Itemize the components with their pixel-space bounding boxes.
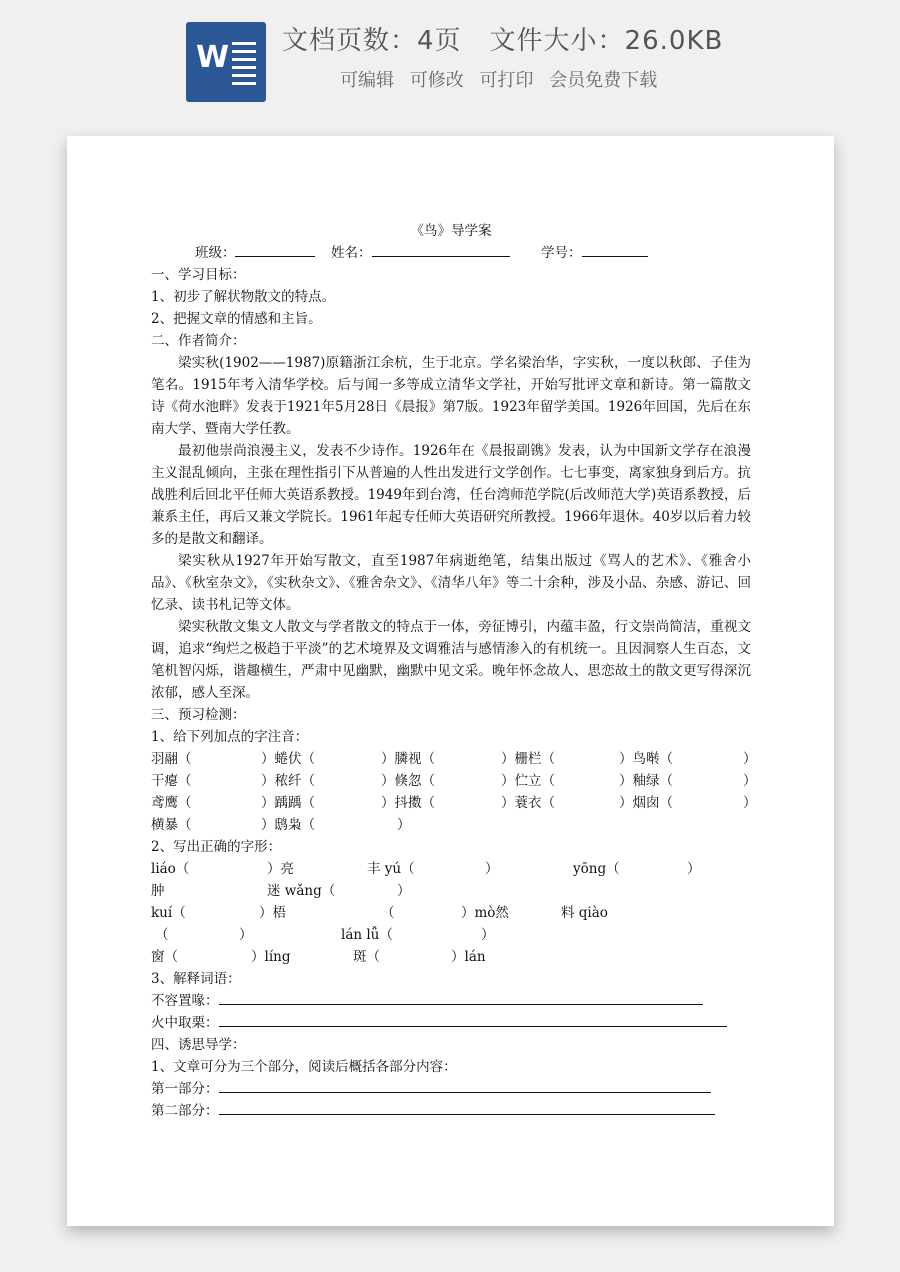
zixing-row: kuí（ ）梧 （ ）mò然 料 qiào bbox=[151, 905, 608, 921]
answer-blank[interactable] bbox=[219, 990, 703, 1005]
class-blank[interactable] bbox=[235, 242, 315, 257]
section-heading: 一、学习目标： bbox=[151, 267, 246, 283]
zixing-row: 窗（ ）líng 斑（ ）lán bbox=[151, 949, 486, 965]
bio-paragraph: 梁实秋(1902——1987)原籍浙江余杭，生于北京。学名梁治华，字实秋，一度以秋郎、子佳为笔名。1915年考入清华学校。后与闻一多等成立清华文学社，开始写批评文章和新诗。第一篇散文诗《荷水池畔》发表于1921年5月28日《晨报》第7版。1923年留学美国。1926年回国，先后在东南大学、暨南大学任教。 bbox=[151, 355, 751, 437]
document-body bbox=[151, 220, 757, 1122]
answer-blank[interactable] bbox=[219, 1012, 727, 1027]
document-page bbox=[67, 136, 834, 1226]
word-doc-icon: W bbox=[186, 22, 266, 102]
feature-editable: 可编辑 bbox=[340, 70, 394, 91]
section-heading: 四、诱思导学： bbox=[151, 1037, 246, 1053]
term-row: 火中取栗： bbox=[151, 1012, 751, 1034]
zixing-row: （ ） lán lǚ（ ） bbox=[155, 927, 495, 943]
name-label: 姓名： bbox=[331, 245, 372, 261]
feature-list bbox=[340, 66, 667, 92]
pinyin-row: 鸢鹰（ ）踽踽（ ）抖擞（ ）蓑衣（ ）烟囱（ ） bbox=[151, 795, 757, 811]
class-label: 班级： bbox=[195, 245, 236, 261]
promo-banner bbox=[0, 0, 900, 130]
pinyin-row: 羽翮（ ）蜷伏（ ）膦视（ ）栅栏（ ）鸟啭（ ） bbox=[151, 751, 757, 767]
objective-item: 1、初步了解状物散文的特点。 bbox=[151, 289, 336, 305]
answer-blank[interactable] bbox=[219, 1100, 715, 1115]
question-heading: 1、给下列加点的字注音： bbox=[151, 729, 309, 745]
feature-modifiable: 可修改 bbox=[409, 70, 464, 91]
feature-printable: 可打印 bbox=[479, 70, 534, 91]
feature-free-download: 会员免费下载 bbox=[549, 70, 658, 91]
page-count: 文档页数：4页 bbox=[282, 26, 462, 56]
doc-title: 《鸟》导学案 bbox=[410, 223, 492, 239]
question-heading: 2、写出正确的字形： bbox=[151, 839, 282, 855]
question-heading: 1、文章可分为三个部分，阅读后概括各部分内容： bbox=[151, 1059, 457, 1075]
zixing-row: liáo（ ）亮 丰 yú（ ） yōng（ ） bbox=[151, 861, 701, 877]
part-row: 第二部分： bbox=[151, 1100, 751, 1122]
part-row: 第一部分： bbox=[151, 1078, 751, 1100]
doc-info bbox=[282, 20, 782, 57]
id-blank[interactable] bbox=[582, 242, 648, 257]
bio-paragraph: 最初他崇尚浪漫主义，发表不少诗作。1926年在《晨报副镌》发表，认为中国新文学存在浪漫主义混乱倾向，主张在理性指引下从普遍的人性出发进行文学创作。七七事变，离家独身到后方。抗战胜利后回北平任师大英语系教授。1949年到台湾，任台湾师范学院(后改师范大学)英语系教授，后兼系主任，再后又兼文学院长。1961年起专任师大英语研究所教授。1966年退休。40岁以后着力较多的是散文和翻译。 bbox=[151, 443, 751, 547]
term-row: 不容置喙： bbox=[151, 990, 751, 1012]
section-heading: 二、作者简介： bbox=[151, 333, 246, 349]
pinyin-row: 干瘪（ ）秾纤（ ）倏忽（ ）伫立（ ）釉绿（ ） bbox=[151, 773, 757, 789]
zixing-row: 肿 迷 wǎng（ ） bbox=[151, 883, 411, 899]
student-info-line bbox=[151, 242, 751, 264]
answer-blank[interactable] bbox=[219, 1078, 711, 1093]
question-heading: 3、解释词语： bbox=[151, 971, 241, 987]
bio-paragraph: 梁实秋从1927年开始写散文，直至1987年病逝绝笔，结集出版过《骂人的艺术》、《雅舍小品》、《秋室杂文》，《实秋杂文》、《雅舍杂文》、《清华八年》等二十余种，涉及小品、杂感、游记、回忆录、读书札记等文体。 bbox=[151, 553, 751, 613]
file-size: 文件大小：26.0KB bbox=[489, 26, 724, 56]
id-label: 学号： bbox=[541, 245, 582, 261]
bio-paragraph: 梁实秋散文集文人散文与学者散文的特点于一体，旁征博引，内蕴丰盈，行文崇尚简洁，重视文调，追求“绚烂之极趋于平淡”的艺术境界及文调雅洁与感情渗入的有机统一。且因洞察人生百态，文笔机智闪烁，谐趣横生，严肃中见幽默，幽默中见文采。晚年怀念故人、思恋故土的散文更写得深沉浓郁，感人至深。 bbox=[151, 619, 751, 701]
objective-item: 2、把握文章的情感和主旨。 bbox=[151, 311, 322, 327]
section-heading: 三、预习检测： bbox=[151, 707, 246, 723]
name-blank[interactable] bbox=[372, 242, 510, 257]
pinyin-row: 横暴（ ）鸱枭（ ） bbox=[151, 817, 411, 833]
